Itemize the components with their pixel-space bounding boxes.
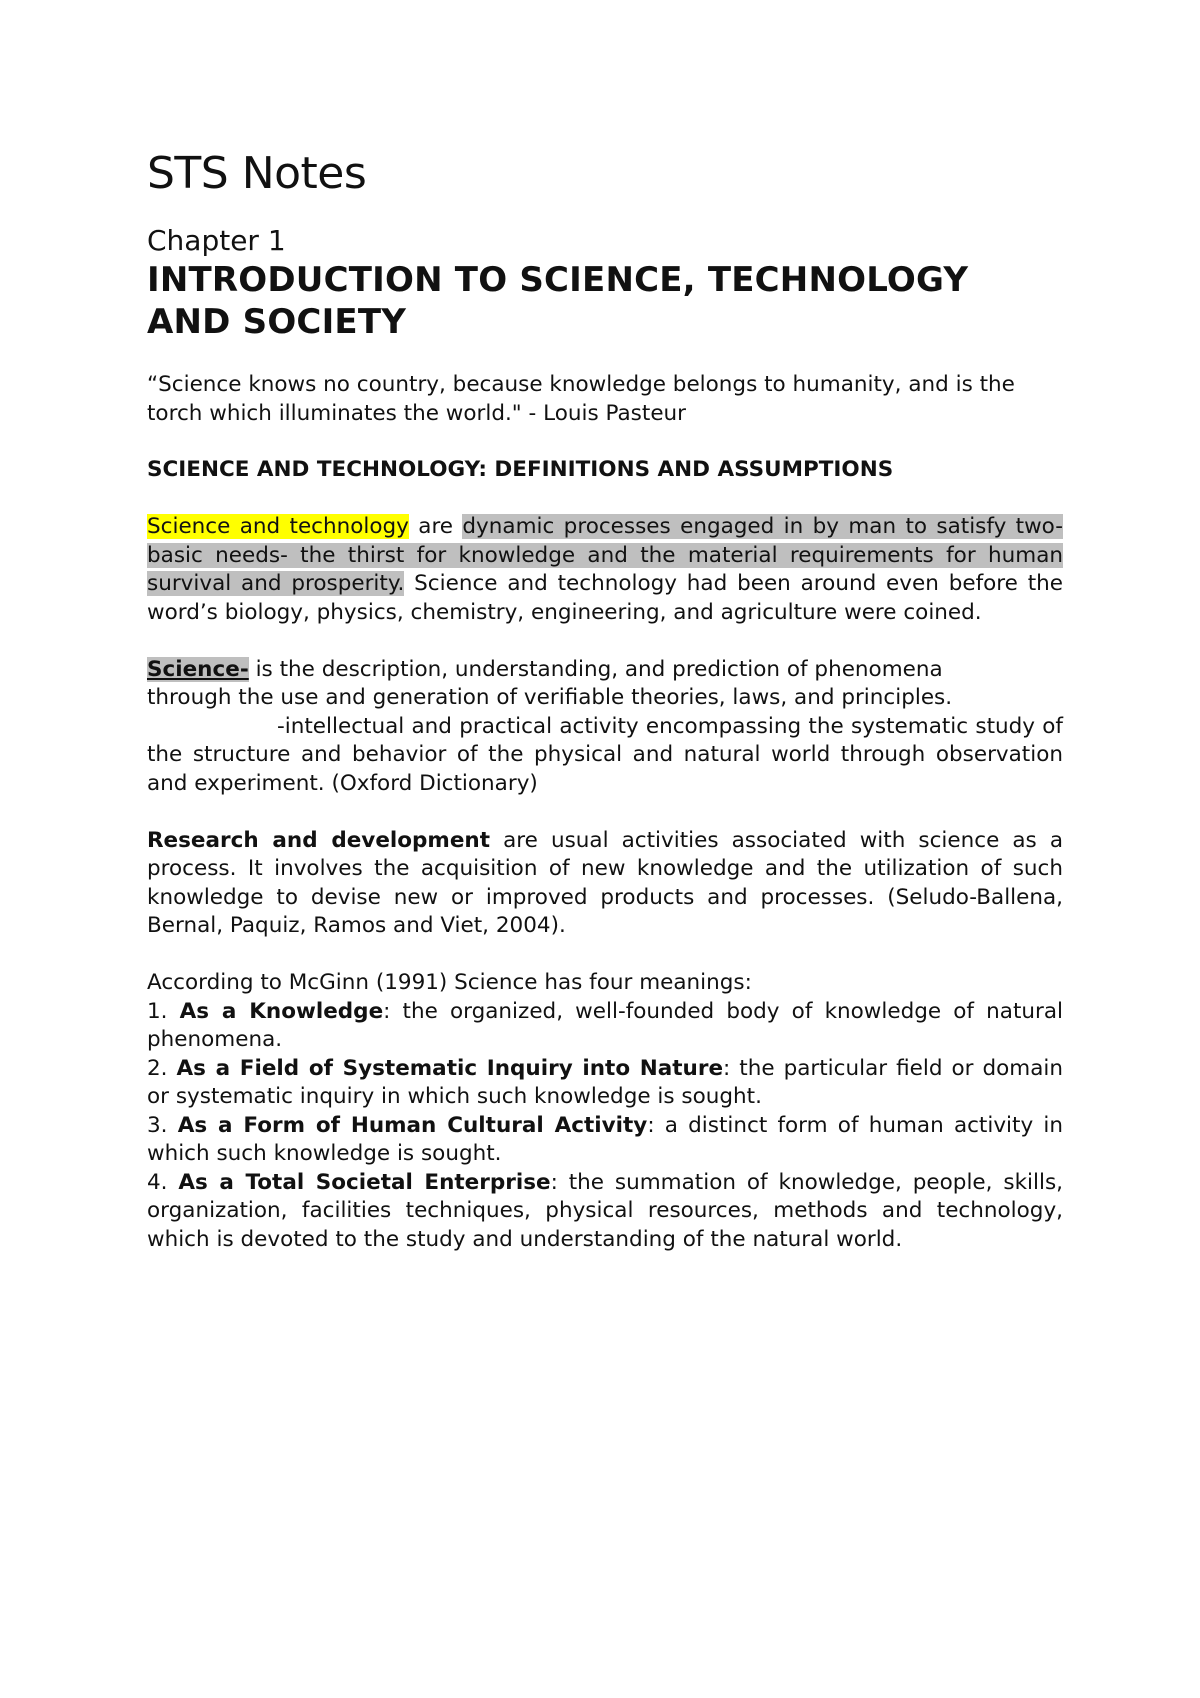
paragraph-research-development <box>147 827 1063 941</box>
term-science-technology: Science and technology <box>147 514 409 539</box>
document-page <box>147 145 1063 1254</box>
meaning-desc: : the particular field or domain or systematic inquiry in which such knowledge is sought. <box>147 1055 1064 1109</box>
meaning-desc: : the organized, well-founded body of knowledge of natural phenomena. <box>147 998 1063 1052</box>
para2-line2: through the use and generation of verifiable theories, laws, and principles. <box>147 685 953 710</box>
para3-rest: are usual activities associated with science as a process. It involves the acquisition of new knowledge and the utilization of such knowledge to devise new or improved products and processes. (Seludo-Ballena, Bernal, Paquiz, Ramos and Viet, 2004). <box>147 827 1063 938</box>
para2-line1: is the description, understanding, and prediction of phenomena <box>248 656 943 682</box>
para1-connector: are <box>408 514 463 539</box>
meaning-term: As a Knowledge <box>179 998 384 1024</box>
paragraph-science-technology <box>147 513 1063 627</box>
meaning-number: 3. <box>147 1112 178 1138</box>
document-title: STS Notes <box>147 148 367 199</box>
para1-highlight: dynamic processes engaged in by man to satisfy two-basic needs- the thirst for knowledge and the material requirements for human survival and prosperity. <box>147 514 1063 596</box>
meaning-item <box>147 1112 1063 1169</box>
paragraph-science-oxford <box>147 713 1063 799</box>
meaning-term: As a Form of Human Cultural Activity <box>177 1112 648 1138</box>
meaning-number: 1. <box>147 998 180 1024</box>
meaning-item <box>147 998 1063 1055</box>
meaning-desc: : a distinct form of human activity in which such knowledge is sought. <box>147 1112 1063 1166</box>
meaning-term: As a Field of Systematic Inquiry into Nature <box>176 1055 724 1081</box>
meaning-item <box>147 1055 1063 1112</box>
term-science: Science- <box>147 656 249 682</box>
chapter-label: Chapter 1 <box>147 224 286 257</box>
chapter-title-line1: INTRODUCTION TO SCIENCE, TECHNOLOGY <box>147 260 969 300</box>
meaning-number: 2. <box>147 1055 177 1081</box>
meaning-desc: : the summation of knowledge, people, skills, organization, facilities techniques, physical resources, methods and technology, which is devoted to the study and understanding of the natural world. <box>147 1169 1063 1252</box>
para2-continuation: -intellectual and practical activity encompassing the systematic study of the structure and behavior of the physical and natural world through observation and experiment. (Oxford Dictionary) <box>147 713 1063 796</box>
para1-rest: Science and technology had been around even before the word’s biology, physics, chemistry, engineering, and agriculture were coined. <box>147 571 1063 625</box>
meaning-term: As a Total Societal Enterprise <box>178 1169 551 1195</box>
chapter-title-line2: AND SOCIETY <box>147 302 407 342</box>
meaning-item <box>147 1169 1063 1255</box>
meanings-intro: According to McGinn (1991) Science has four meanings: <box>147 970 752 995</box>
chapter-title <box>147 259 1063 343</box>
pasteur-quote: “Science knows no country, because knowledge belongs to humanity, and is the torch which illuminates the world." - Louis Pasteur <box>147 372 1015 426</box>
term-research-development: Research and development <box>147 827 491 853</box>
section-heading: SCIENCE AND TECHNOLOGY: DEFINITIONS AND ASSUMPTIONS <box>147 457 894 482</box>
meaning-number: 4. <box>147 1169 179 1195</box>
paragraph-science-definition <box>147 656 1063 713</box>
